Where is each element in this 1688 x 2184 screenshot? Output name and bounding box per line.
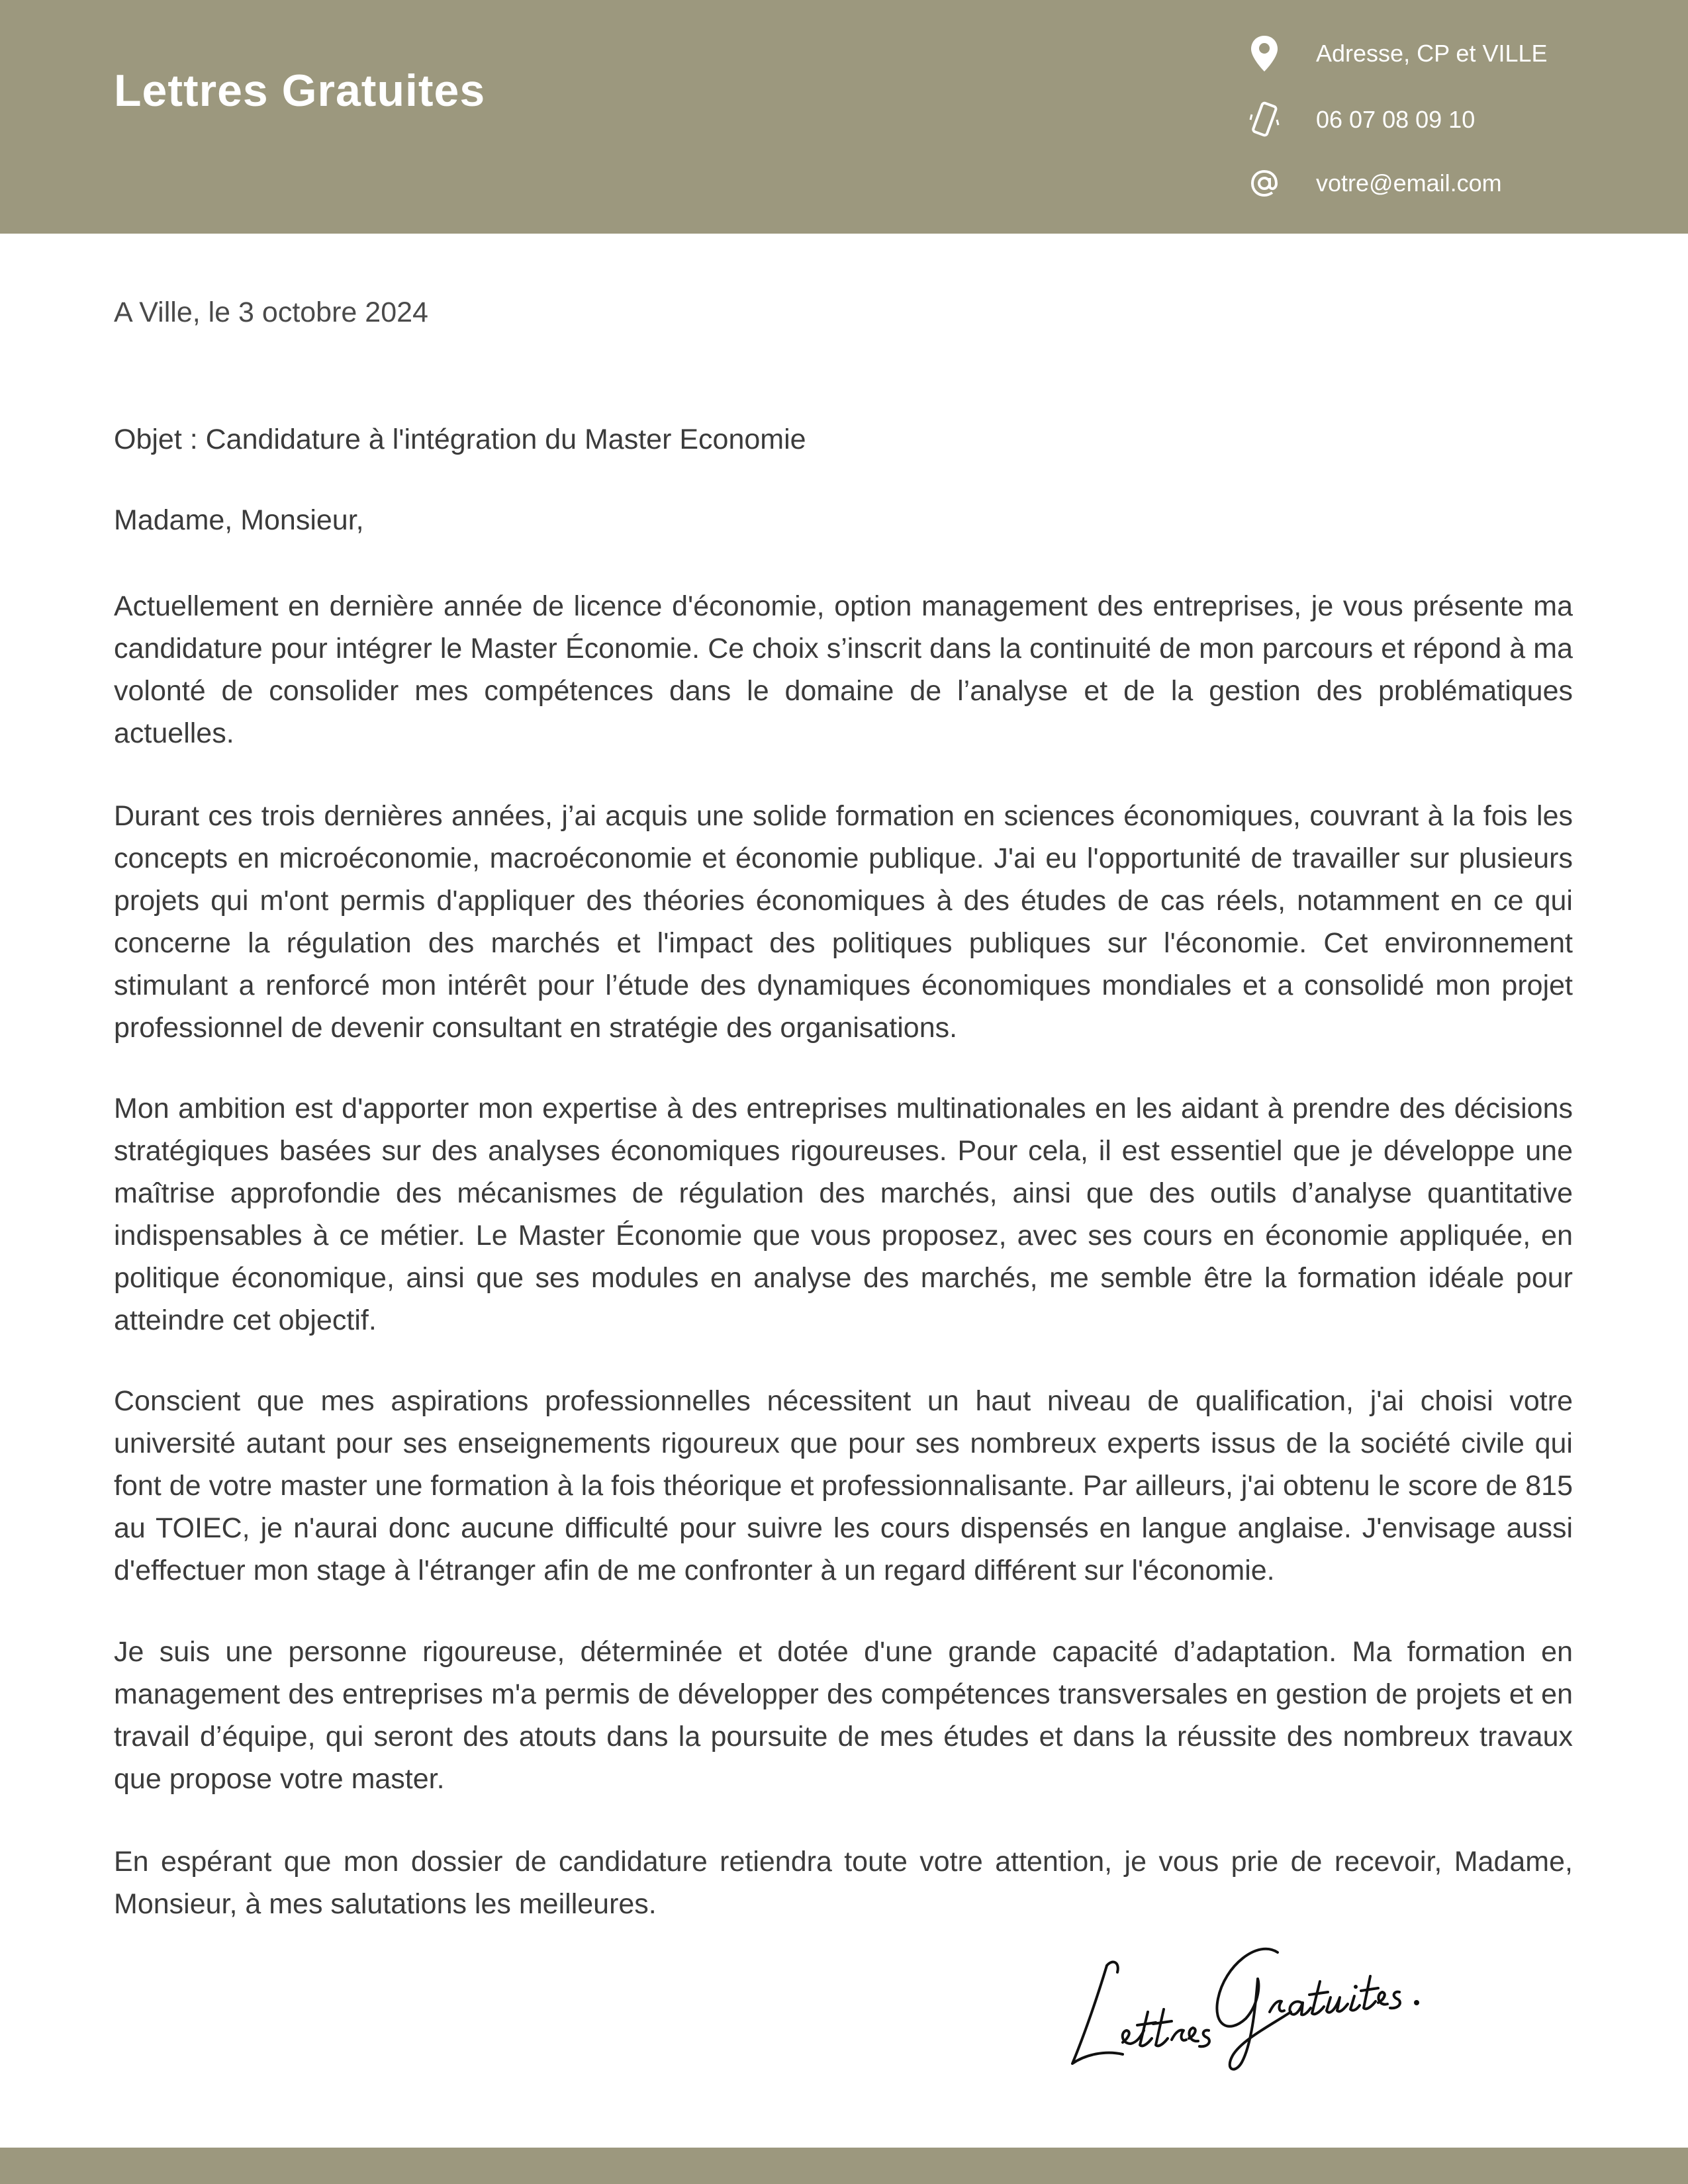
- letter-paragraph-3: Mon ambition est d'apporter mon expertise à des entreprises multinationales en les aidant à prendre des décisions stratégiques basées sur des analyses économiques rigoureuses. Pour cela, il est essentiel que je développe une maîtrise approfondie des mécanismes de régulation des marchés, ainsi que des outils d’analyse quantitative indispensables à ce métier. Le Master Économie que vous proposez, avec ses cours en économie appliquée, en politique économique, ainsi que ses modules en analyse des marchés, me semble être la formation idéale pour atteindre cet objectif.: [114, 1093, 1573, 1336]
- letter-salutation: Madame, Monsieur,: [114, 504, 364, 536]
- location-pin-icon: [1244, 34, 1284, 73]
- letter-subject: Objet : Candidature à l'intégration du Master Economie: [114, 424, 806, 455]
- contact-phone: [1244, 97, 1475, 143]
- contact-phone-text: 06 07 08 09 10: [1316, 106, 1476, 133]
- letter-paragraph-4: Conscient que mes aspirations professionnelles nécessitent un haut niveau de qualification, j'ai choisi votre université autant pour ses enseignements rigoureux que pour ses nombreux experts issus de la société civile qui font de votre master une formation à la fois théorique et professionnalisante. Par ailleurs, j'ai obtenu le score de 815 au TOIEC, je n'aurai donc aucune difficulté pour suivre les cours dispensés en langue anglaise. J'envisage aussi d'effectuer mon stage à l'étranger afin de me confronter à un regard différent sur l'économie.: [114, 1385, 1573, 1586]
- at-sign-icon: [1244, 163, 1284, 203]
- letter-date: A Ville, le 3 octobre 2024: [114, 296, 428, 328]
- handwritten-signature: [1059, 1913, 1456, 2085]
- letter-paragraph-1: Actuellement en dernière année de licence d'économie, option management des entreprises, je vous présente ma candidature pour intégrer le Master Économie. Ce choix s’inscrit dans la continuité de mon parcours et répond à ma volonté de consolider mes compétences dans le domaine de l’analyse et de la gestion des problématiques actuelles.: [114, 590, 1573, 749]
- brand-title: Lettres Gratuites: [114, 66, 486, 116]
- header-band: [0, 0, 1688, 234]
- letter-paragraph-6: En espérant que mon dossier de candidature retiendra toute votre attention, je vous prie de recevoir, Madame, Monsieur, à mes salutations les meilleures.: [114, 1846, 1573, 1920]
- letter-paragraph-2: Durant ces trois dernières années, j’ai acquis une solide formation en sciences économiques, couvrant à la fois les concepts en microéconomie, macroéconomie et économie publique. J'ai eu l'opportunité de travailler sur plusieurs projets qui m'ont permis d'appliquer des théories économiques à des études de cas réels, notamment en ce qui concerne la régulation des marchés et l'impact des politiques publiques sur l'économie. Cet environnement stimulant a renforcé mon intérêt pour l’étude des dynamiques économiques mondiales et a consolidé mon projet professionnel de devenir consultant en stratégie des organisations.: [114, 800, 1573, 1044]
- contact-email: [1244, 160, 1502, 206]
- phone-icon: [1244, 100, 1284, 140]
- letter-paragraph-5: Je suis une personne rigoureuse, déterminée et dotée d'une grande capacité d’adaptation. Ma formation en management des entreprises m'a permis de développer des compétences transversales en gestion de projets et en travail d’équipe, qui seront des atouts dans la poursuite de mes études et dans la réussite des nombreux travaux que propose votre master.: [114, 1636, 1573, 1795]
- contact-address: [1244, 30, 1548, 77]
- contact-email-text: votre@email.com: [1316, 169, 1502, 197]
- footer-band: [0, 2148, 1688, 2184]
- contact-address-text: Adresse, CP et VILLE: [1316, 40, 1548, 67]
